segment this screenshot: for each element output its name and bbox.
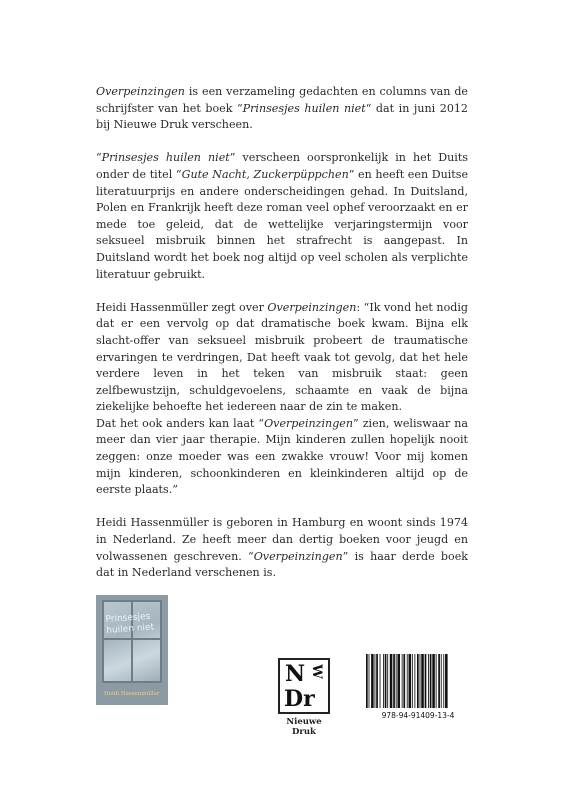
barcode-bar [366, 654, 368, 708]
barcode-bar [420, 654, 421, 708]
book-title-italic: Prinsesjes huilen niet [242, 101, 366, 115]
barcode-bar [396, 654, 397, 708]
barcode-bar [402, 654, 403, 708]
barcode-bar [390, 654, 393, 708]
barcode-bar [369, 654, 370, 708]
isbn-number: 978-94-91409-13-4 [381, 711, 455, 720]
logo-letters-dr: Dr [284, 686, 315, 712]
barcode-bar [421, 654, 424, 708]
book-title-italic: Overpeinzingen [267, 300, 357, 314]
barcode-bar [397, 654, 400, 708]
barcode-bar [436, 654, 437, 708]
previous-book-cover-thumbnail [96, 595, 168, 705]
logo-letter-n: N [285, 661, 306, 687]
barcode-bars [364, 654, 472, 710]
barcode-bar [414, 654, 415, 708]
text-run: is een verzameling gedachten en columns van de schrijfster van het boek “ [96, 85, 468, 115]
barcode-bar [443, 654, 444, 708]
text-run: ” en heeft een Duitse literatuurprijs en andere onderscheidingen gehad. In Duitsland, Polen en Frankrijk heeft deze roman veel ophef veroorzaakt en er mede toe geleid, dat de wettelijke verjaringstermijn voor seksueel misbruik binnen het strafrecht is aangepast. In Duitsland wordt het boek nog altijd op veel scholen als verplichte literatuur gebruikt. [96, 167, 469, 281]
text-run: ” is haar derde boek dat in Nederland verschenen is. [96, 549, 468, 580]
text-run: Heidi Hassenmüller zegt over [96, 300, 268, 314]
window-mullion [104, 638, 160, 640]
blurb-paragraph-5 [96, 515, 468, 581]
barcode-bar [438, 654, 440, 708]
publisher-name: Nieuwe Druk [286, 717, 322, 737]
barcode-bar [432, 654, 435, 708]
barcode-bar [376, 654, 378, 708]
blurb-paragraph-3 [96, 300, 468, 416]
blurb-paragraph-1 [96, 84, 468, 134]
barcode-bar [409, 654, 412, 708]
barcode-bar [407, 654, 408, 708]
text-run: : “Ik vond het nodig dat er een vervolg op dat dramatische boek kwam. Bijna elk slacht-offer van seksueel misbruik probeert de traumatische ervaringen te verdringen, Dat heeft vaak tot gevolg, dat het hele verdere leven in het teken van misbruik staat: geen zelfbewustzijn, schuldgevoelens, schaamte en vaak de bijna ziekelijke behoefte het iedereen naar de zin te maken. [96, 300, 469, 414]
text-run: ” zien, weliswaar na meer dan vier jaar therapie. Mijn kinderen zullen hopelijk nooit zeggen: onze moeder was een zwakke vrouw! Voor mij komen mijn kinderen, schoonkinderen en kleinkinderen altijd op de eerste plaats.” [96, 416, 468, 497]
publisher-logo [278, 658, 330, 714]
book-title-italic: Overpeinzingen [253, 549, 343, 563]
barcode-bar [385, 654, 387, 708]
blurb-paragraph-4 [96, 416, 468, 499]
barcode-bar [403, 654, 405, 708]
barcode-bar [417, 654, 419, 708]
barcode-bar [371, 654, 374, 708]
barcode-bar [430, 654, 432, 708]
logo-letter-w: W [309, 664, 325, 679]
barcode-bar [383, 654, 384, 708]
thumbnail-author: Heidi Hassenmüller [104, 691, 160, 697]
thumbnail-title: Prinsesjes huilen niet [105, 611, 155, 636]
back-cover-blurb [96, 84, 468, 598]
barcode-bar [428, 654, 429, 708]
book-title-italic: Overpeinzingen [96, 85, 185, 98]
barcode-bar [441, 654, 442, 708]
book-title-italic: Gute Nacht, Zuckerpüppchen [181, 167, 349, 181]
barcode-bar [425, 654, 427, 708]
barcode-bar [387, 654, 388, 708]
text-run: Heidi Hassenmüller is geboren in Hamburg en woont sinds 1974 in Nederland. Ze heeft meer dan dertig boeken voor jeugd en volwassenen geschreven. “ [96, 516, 468, 563]
text-run: “ [96, 151, 102, 165]
blurb-paragraph-2 [96, 150, 468, 283]
text-run: ” verscheen oorspronkelijk in het Duits onder de titel “ [96, 151, 468, 181]
text-run: Dat het ook anders kan laat “ [96, 416, 265, 430]
barcode-bar [445, 654, 448, 708]
book-title-italic: Overpeinzingen [264, 416, 354, 430]
book-title-italic: Prinsesjes huilen niet [101, 151, 230, 165]
barcode-bar [375, 654, 376, 708]
barcode-bar [412, 654, 413, 708]
text-run: “ dat in juni 2012 bij Nieuwe Druk verscheen. [96, 101, 468, 132]
barcode-bar [380, 654, 381, 708]
barcode-bar [393, 654, 395, 708]
